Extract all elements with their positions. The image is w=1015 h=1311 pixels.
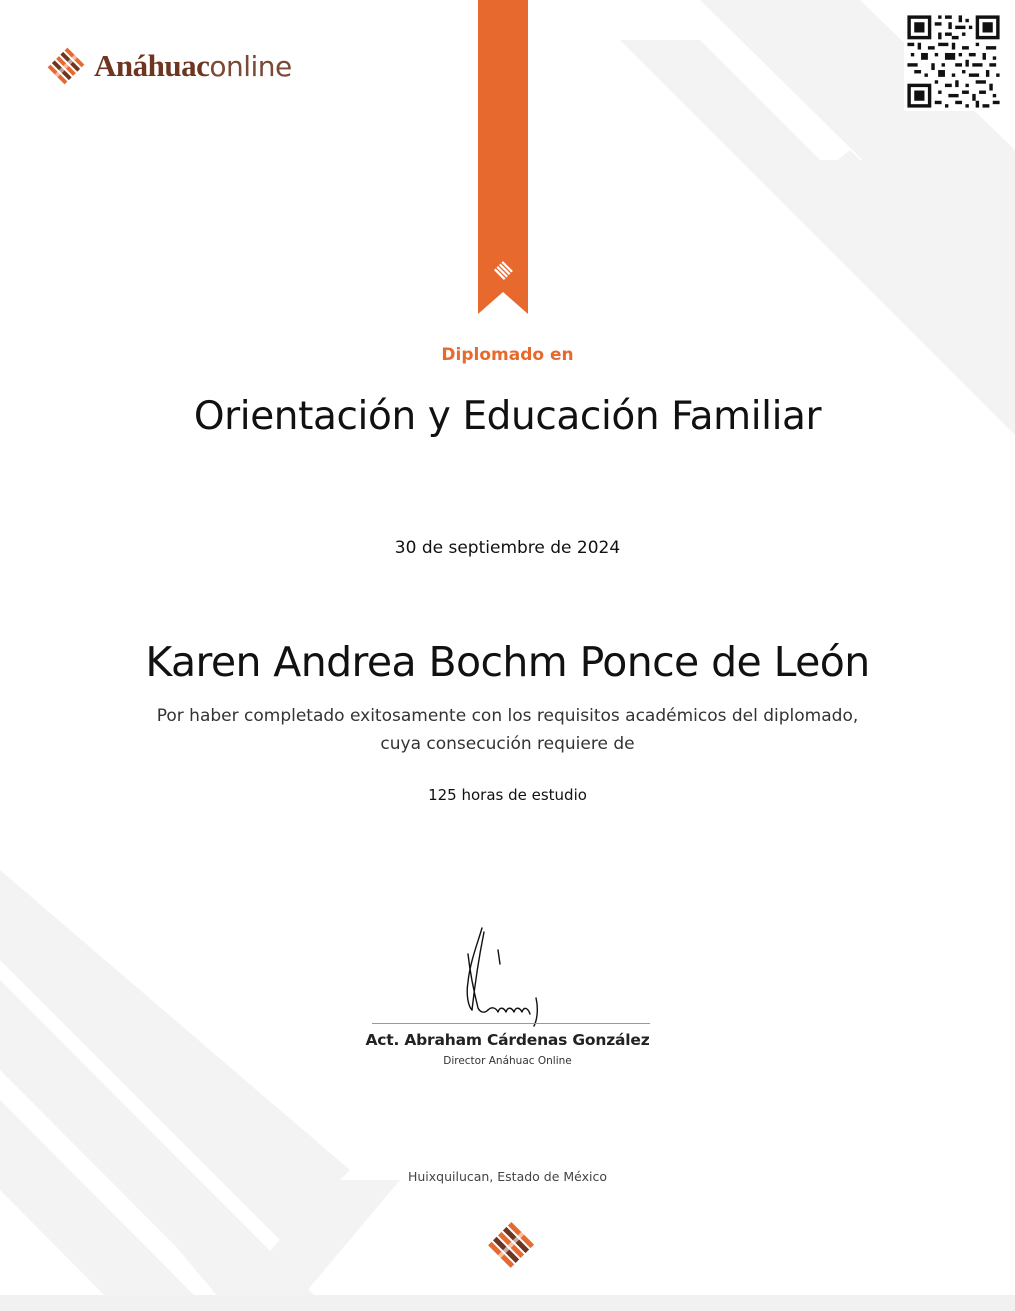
issue-date: 30 de septiembre de 2024 <box>394 538 621 558</box>
signer-name: Act. Abraham Cárdenas González <box>365 1031 650 1049</box>
ribbon-icon <box>478 0 528 314</box>
certificate-description <box>0 702 1015 758</box>
location: Huixquilucan, Estado de México <box>407 1169 608 1184</box>
qr-code-icon[interactable] <box>904 12 1003 111</box>
signature-line <box>372 1023 650 1024</box>
recipient-name: Karen Andrea Bochm Ponce de León <box>145 638 870 686</box>
course-title: Orientación y Educación Familiar <box>193 394 822 439</box>
description-line-1: Por haber completado exitosamente con los requisitos académicos del diplomado, <box>156 706 859 726</box>
signature-image <box>448 922 558 1032</box>
anahuac-logo-icon-bottom <box>482 1218 538 1274</box>
signer-role: Director Anáhuac Online <box>443 1055 572 1067</box>
description-line-2: cuya consecución requiere de <box>380 734 635 754</box>
certificate-subtitle: Diplomado en <box>441 345 574 365</box>
brand-logo <box>46 44 292 88</box>
brand-name: Anáhuaconline <box>94 47 292 83</box>
anahuac-logo-icon <box>46 46 86 86</box>
study-hours: 125 horas de estudio <box>428 786 587 804</box>
